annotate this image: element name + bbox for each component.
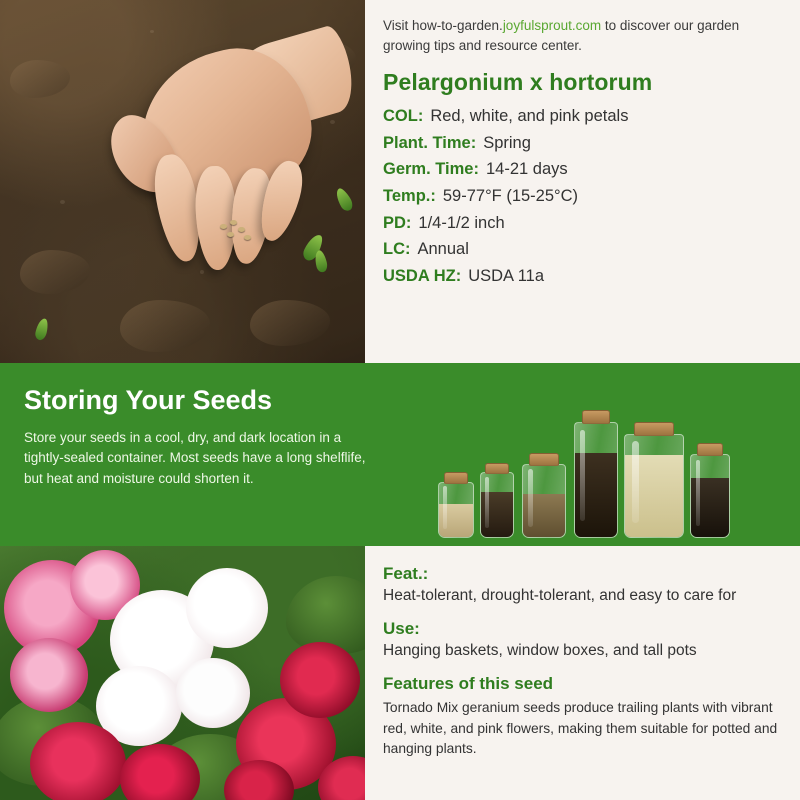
jar-glare (580, 430, 585, 521)
seed (238, 227, 245, 232)
features-body: Tornado Mix geranium seeds produce trailing plants with vibrant red, white, and pink flowers, making them suitable for potted and hanging plants. (383, 699, 778, 757)
use-value: Hanging baskets, window boxes, and tall pots (383, 641, 697, 659)
spec-key: COL: (383, 107, 424, 126)
cork-stopper (697, 443, 723, 456)
spec-value: 1/4-1/2 inch (418, 213, 505, 232)
seed-jar (438, 482, 474, 538)
spec-row-germ-time (383, 159, 786, 180)
spec-key: USDA HZ: (383, 266, 462, 285)
visit-prefix: Visit how-to-garden. (383, 18, 503, 33)
features-heading: Features of this seed (383, 673, 554, 693)
cork-stopper (485, 463, 509, 474)
spec-value: Spring (483, 133, 531, 152)
cork-stopper (582, 410, 610, 424)
species-name: Pelargonium x hortorum (383, 69, 653, 96)
storing-title: Storing Your Seeds (24, 385, 273, 415)
feat-key: Feat.: (383, 564, 429, 583)
jar-glare (485, 477, 489, 528)
spec-value: Annual (417, 240, 469, 259)
website-link[interactable]: joyfulsprout.com (502, 18, 602, 33)
soil-speck (60, 200, 65, 204)
pink-blossom (10, 638, 88, 712)
visit-line (383, 16, 786, 55)
spec-value: Red, white, and pink petals (430, 107, 629, 126)
hand-illustration (92, 42, 342, 292)
cork-stopper (444, 472, 468, 484)
spec-row-col (383, 106, 786, 127)
spec-row-temp (383, 186, 786, 207)
seed-jar (690, 454, 730, 538)
jar-glare (528, 469, 533, 527)
jar-glare (632, 441, 639, 523)
use-key: Use: (383, 618, 420, 638)
spec-value: 59-77°F (15-25°C) (442, 187, 579, 205)
details-panel (365, 546, 800, 800)
cork-stopper (634, 422, 674, 436)
seed (244, 235, 251, 240)
cork-stopper (529, 453, 559, 466)
spec-key: Germ. Time: (383, 160, 479, 179)
top-section (0, 0, 800, 363)
jar-glare (443, 486, 447, 529)
seed-jar (480, 472, 514, 538)
spec-key: LC: (383, 240, 411, 259)
spec-value: USDA 11a (468, 266, 545, 285)
seed-jars-photo (434, 398, 734, 538)
seed (220, 224, 227, 229)
seed (230, 220, 237, 225)
jar-glare (696, 460, 701, 526)
spec-row-usda-hz (383, 266, 786, 287)
white-blossom (186, 568, 268, 648)
spec-key: Temp.: (383, 187, 436, 205)
storing-seeds-section (0, 363, 800, 546)
flowers-photo (0, 546, 365, 800)
soil-speck (150, 30, 154, 33)
red-blossom (30, 722, 126, 800)
storing-text-block (24, 385, 384, 489)
species-info-panel (365, 0, 800, 363)
seed-jar (574, 422, 618, 538)
red-blossom (280, 642, 360, 718)
seed (227, 232, 234, 237)
seed-jar (522, 464, 566, 538)
visit-suffix: to discover our garden growing tips and resource center. (383, 18, 740, 53)
spec-row-plant-time (383, 133, 786, 154)
spec-row-pd (383, 213, 786, 234)
white-blossom (176, 658, 250, 728)
spec-key: PD: (383, 213, 412, 232)
feat-value: Heat-tolerant, drought-tolerant, and easy to care for (383, 587, 737, 604)
soil-photo (0, 0, 365, 363)
storing-body: Store your seeds in a cool, dry, and dark location in a tightly-sealed container. Most seeds have a long shelflife, but heat and moisture could shorten it. (24, 430, 366, 486)
seed-jar (624, 434, 684, 538)
spec-key: Plant. Time: (383, 133, 477, 152)
seeds-in-hand (218, 218, 258, 246)
spec-value: 14-21 days (485, 160, 568, 179)
bottom-section (0, 546, 800, 800)
spec-row-lc (383, 239, 786, 260)
